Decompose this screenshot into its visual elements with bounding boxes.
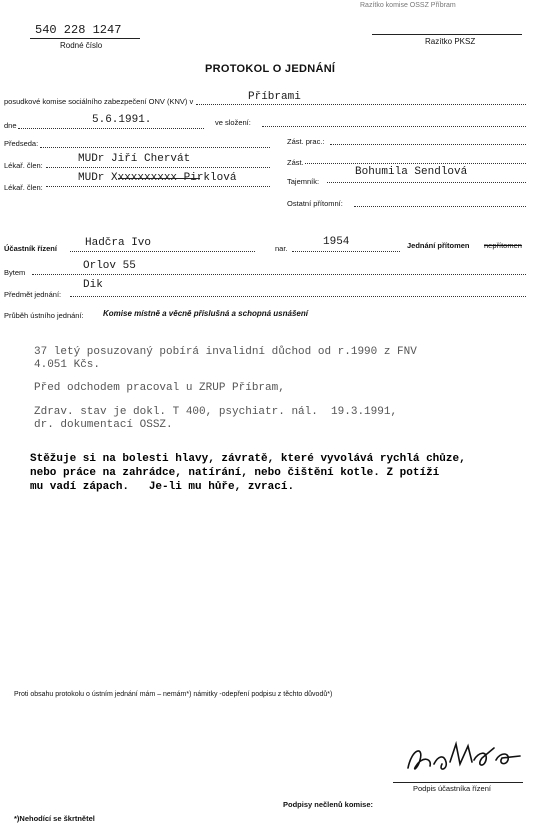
present-value: nepřítomen bbox=[484, 241, 522, 250]
body-paragraph-4: Stěžuje si na bolesti hlavy, závratě, které vyvolává rychlá chůze, nebo práce na zahrádce, natírání, nebo čištění kotle. Z potíží mu vadí zápach. Je-li mu hůře, zvrací. bbox=[30, 453, 466, 493]
residence-line bbox=[32, 274, 526, 275]
medical-member-1-value: MUDr Jiří Chervát bbox=[78, 153, 191, 165]
chair-line bbox=[40, 147, 270, 148]
commission-label: posudkové komise sociálního zabezpečení ONV (KNV) v bbox=[4, 97, 194, 106]
members-signature-label: Podpisy nečlenů komise: bbox=[283, 800, 374, 809]
rep-label: Zást. bbox=[287, 158, 304, 167]
medical-member-2-line bbox=[46, 186, 270, 187]
secretary-line bbox=[327, 182, 526, 183]
participant-value: Hadčra Ivo bbox=[85, 237, 152, 249]
body-paragraph-2: Před odchodem pracoval u ZRUP Příbram, bbox=[34, 382, 285, 394]
participant-label: Účastník řízení bbox=[4, 244, 57, 253]
secretary-value: Bohumila Sendlová bbox=[355, 166, 468, 178]
medical-member-1-line bbox=[46, 167, 270, 168]
composition-label: ve složení: bbox=[215, 118, 251, 127]
chair-label: Předseda: bbox=[4, 139, 39, 148]
commission-line bbox=[196, 104, 526, 105]
employee-rep-label: Zást. prac.: bbox=[287, 137, 325, 146]
proceedings-label: Průběh ústního jednání: bbox=[4, 311, 84, 320]
date-line bbox=[18, 128, 204, 129]
employee-rep-line bbox=[330, 144, 526, 145]
top-right-stamp: Razítko komise OSSZ Příbram bbox=[360, 2, 456, 9]
birth-number-label: Rodné číslo bbox=[60, 41, 103, 50]
others-present-label: Ostatní přítomní: bbox=[287, 199, 343, 208]
birth-number-line bbox=[30, 38, 140, 39]
residence-label: Bytem bbox=[4, 268, 26, 277]
footnote: *)Nehodící se škrtnětel bbox=[14, 814, 95, 823]
present-label: Jednání přítomen bbox=[407, 241, 470, 250]
residence-value: Orlov 55 bbox=[83, 260, 136, 272]
body-paragraph-1: 37 letý posuzovaný pobírá invalidní důchod od r.1990 z FNV 4.051 Kčs. bbox=[34, 346, 417, 371]
signature-line bbox=[393, 782, 523, 783]
strikeout-name bbox=[118, 178, 200, 179]
commission-value: Příbrami bbox=[248, 91, 301, 103]
page-title: PROTOKOL O JEDNÁNÍ bbox=[205, 63, 336, 75]
born-value: 1954 bbox=[323, 236, 350, 248]
born-line bbox=[292, 251, 400, 252]
date-value: 5.6.1991. bbox=[92, 114, 152, 126]
subject-label: Předmět jednání: bbox=[4, 290, 62, 299]
subject-line bbox=[70, 296, 526, 297]
stamp-label: Razítko PKSZ bbox=[425, 37, 476, 46]
participant-signature bbox=[398, 738, 528, 780]
medical-member-2-value: MUDr Xxxxxxxxxx Pirklová bbox=[78, 172, 237, 184]
date-label: dne bbox=[4, 121, 17, 130]
stamp-line bbox=[372, 34, 522, 35]
medical-member-1-label: Lékař. člen: bbox=[4, 161, 43, 170]
subject-value: Dik bbox=[83, 279, 103, 291]
birth-number-value: 540 228 1247 bbox=[35, 23, 122, 37]
proceedings-value: Komise místně a věcně příslušná a schopná usnášení bbox=[103, 309, 308, 318]
objection-text: Proti obsahu protokolu o ústním jednání mám – nemám*) námitky -odepření podpisu z těchto důvodů*) bbox=[14, 691, 333, 698]
secretary-label: Tajemník: bbox=[287, 177, 320, 186]
composition-line bbox=[262, 126, 526, 127]
body-paragraph-3: Zdrav. stav je dokl. T 400, psychiatr. nál. 19.3.1991, dr. dokumentací OSSZ. bbox=[34, 406, 398, 431]
signature-label: Podpis účastníka řízení bbox=[413, 784, 491, 793]
medical-member-2-label: Lékař. člen: bbox=[4, 183, 43, 192]
born-label: nar. bbox=[275, 244, 288, 253]
others-present-line bbox=[354, 206, 526, 207]
participant-line bbox=[70, 251, 255, 252]
rep-line bbox=[305, 163, 526, 164]
